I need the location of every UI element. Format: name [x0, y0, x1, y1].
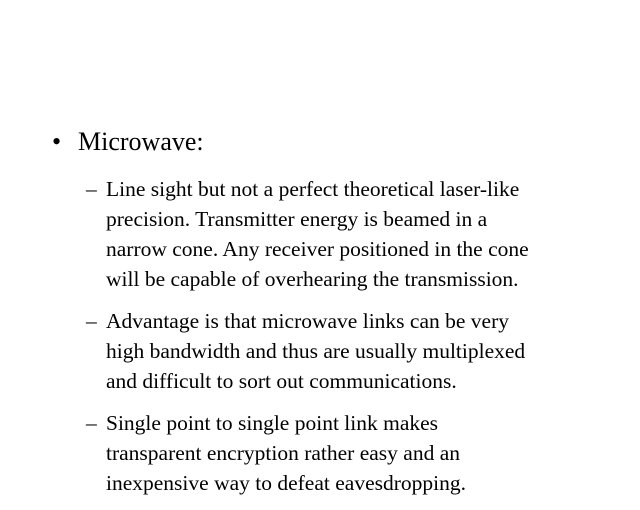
sub-bullet-line: high bandwidth and thus are usually multiplexed	[106, 339, 526, 363]
sub-bullet-line: Advantage is that microwave links can be very	[106, 309, 509, 333]
bullet-heading: Microwave:	[78, 127, 204, 156]
sub-bullet-line: transparent encryption rather easy and an	[106, 441, 460, 465]
sub-bullet-item	[86, 306, 626, 396]
sub-bullet-line: precision. Transmitter energy is beamed in a	[106, 207, 488, 231]
sub-bullet-list	[86, 174, 626, 510]
bullet-dot-icon: •	[52, 127, 62, 156]
dash-icon: –	[86, 177, 97, 201]
main-bullet	[52, 125, 612, 159]
sub-bullet-item	[86, 408, 626, 498]
sub-bullet-item	[86, 174, 626, 294]
sub-bullet-line: will be capable of overhearing the transmission.	[106, 267, 519, 291]
sub-bullet-line: inexpensive way to defeat eavesdropping.	[106, 471, 466, 495]
sub-bullet-line: narrow cone. Any receiver positioned in the cone	[106, 237, 529, 261]
dash-icon: –	[86, 411, 97, 435]
sub-bullet-line: Line sight but not a perfect theoretical laser-like	[106, 177, 520, 201]
sub-bullet-line: Single point to single point link makes	[106, 411, 439, 435]
sub-bullet-line: and difficult to sort out communications.	[106, 369, 457, 393]
dash-icon: –	[86, 309, 97, 333]
